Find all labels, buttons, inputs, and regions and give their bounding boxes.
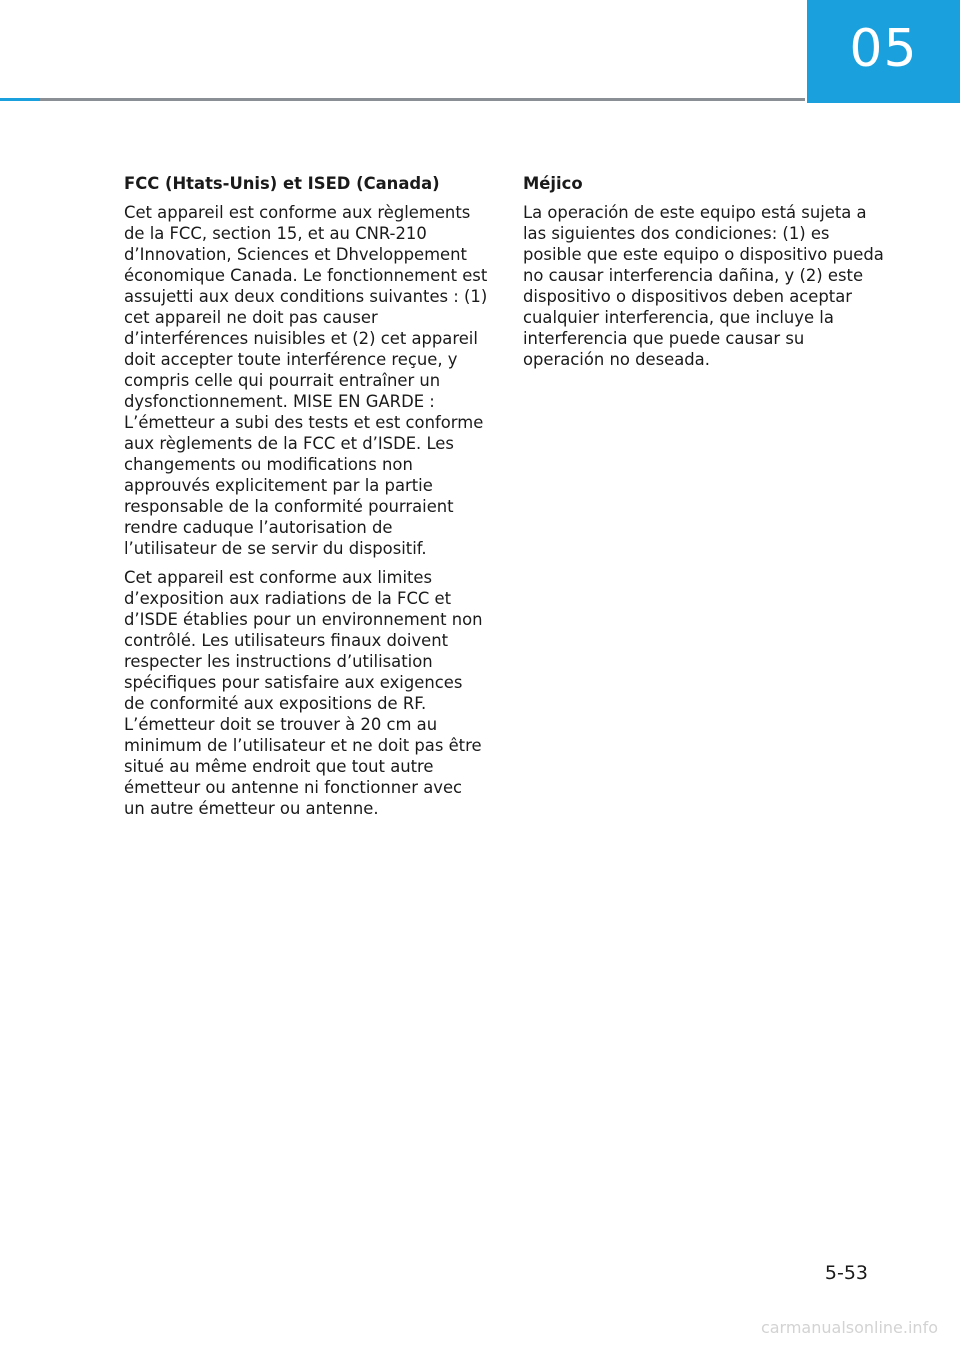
right-column — [523, 172, 887, 378]
watermark: carmanualsonline.info — [760, 1318, 938, 1337]
chapter-tab — [807, 0, 960, 103]
left-column — [124, 172, 488, 827]
header-rule — [0, 98, 805, 101]
section-heading-fcc-ised: FCC (Htats-Unis) et ISED (Canada) — [124, 174, 440, 193]
paragraph-mexico-compliance: La operación de este equipo está sujeta a las siguientes dos condiciones: (1) es posible que este equipo o dispositivo pueda no causar interferencia dañina, y (2) este dispositivo o dispositivos deben aceptar cualquier interferencia, que incluye la interferencia que puede causar su operación no deseada. — [523, 203, 884, 369]
section-heading-mexico: Méjico — [523, 174, 583, 193]
paragraph-rf-exposure: Cet appareil est conforme aux limites d’exposition aux radiations de la FCC et d’ISDE établies pour un environnement non contrôlé. Les utilisateurs finaux doivent respecter les instructions d’utilisation spécifiques pour satisfaire aux exigences de conformité aux expositions de RF. L’émetteur doit se trouver à 20 cm au minimum de l’utilisateur et ne doit pas être situé au même endroit que tout autre émetteur ou antenne ni fonctionner avec un autre émetteur ou antenne. — [124, 568, 483, 818]
page-number: 5-53 — [824, 1262, 868, 1284]
header-rule-accent — [0, 98, 40, 101]
chapter-number: 05 — [849, 18, 918, 79]
paragraph-fcc-compliance: Cet appareil est conforme aux règlements de la FCC, section 15, et au CNR-210 d’Innovation, Sciences et Dhveloppement économique Canada. Le fonctionnement est assujetti aux deux conditions suivantes : (1) cet appareil ne doit pas causer d’interférences nuisibles et (2) cet appareil doit accepter toute interférence reçue, y compris celle qui pourrait entraîner un dysfonctionnement. MISE EN GARDE : L’émetteur a subi des tests et est conforme aux règlements de la FCC et d’ISDE. Les changements ou modifications non approuvés explicitement par la partie responsable de la conformité pourraient rendre caduque l’autorisation de l’utilisateur de se servir du dispositif. — [124, 203, 488, 558]
